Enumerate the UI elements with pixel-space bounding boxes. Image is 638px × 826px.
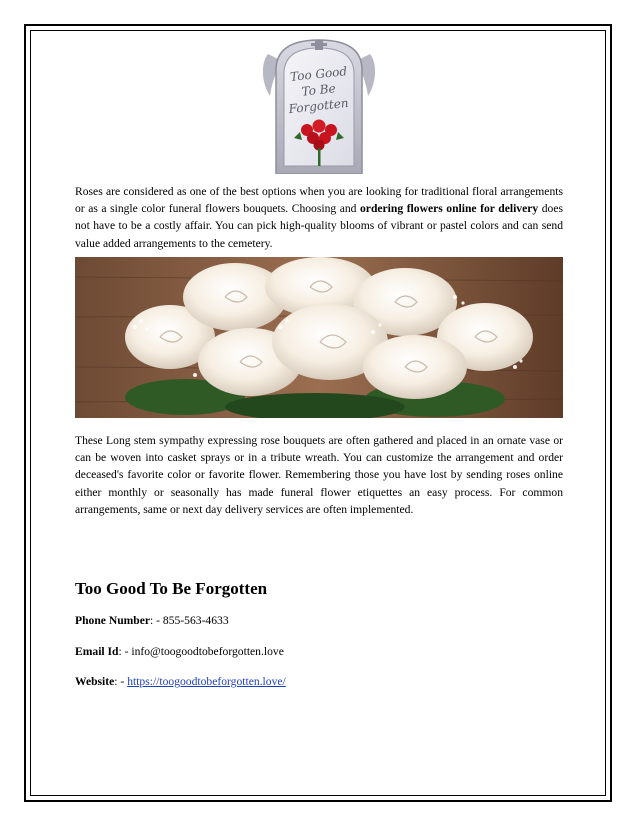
logo-text-line1: Too Good — [289, 64, 348, 84]
email-value: : - info@toogoodtobeforgotten.love — [118, 645, 284, 658]
highlighted-phrase: ordering flowers online for delivery — [360, 202, 539, 216]
email-line — [75, 645, 284, 658]
body-paragraph: These Long stem sympathy expressing rose bouquets are often gathered and placed in an ornate vase or can be woven into casket sprays or in a tribute wreath. You can customize the arrangement and order deceased's favorite color or favorite flower. Remembering those you have lost by sending roses online either monthly or seasonally has made funeral flower etiquettes an easy process. For common arrangements, same or next day delivery services are often implemented. — [75, 434, 563, 516]
phone-value: : - 855-563-4633 — [150, 614, 229, 627]
website-link[interactable]: https://toogoodtobeforgotten.love/ — [127, 675, 286, 688]
phone-label: Phone Number — [75, 614, 151, 627]
logo-text-line3: Forgotten — [288, 95, 350, 117]
company-name-heading: Too Good To Be Forgotten — [75, 579, 268, 598]
white-roses-photo — [75, 257, 563, 418]
website-label: Website — [75, 675, 115, 688]
website-line: Website: - https://toogoodtobeforgotten.love/ — [75, 675, 286, 688]
intro-paragraph: Roses are considered as one of the best options when you are looking for traditional floral arrangements or as a single color funeral flowers bouquets. Choosing and ordering flowers online for delivery does not have to be a costly affair. You can pick high-quality blooms of vibrant or pastel colors and can send value added arrangements to the cemetery. — [75, 185, 564, 250]
email-label: Email Id — [75, 645, 119, 658]
company-logo — [258, 34, 380, 174]
phone-line — [75, 614, 229, 627]
logo-text-line2: To Be — [300, 81, 337, 99]
